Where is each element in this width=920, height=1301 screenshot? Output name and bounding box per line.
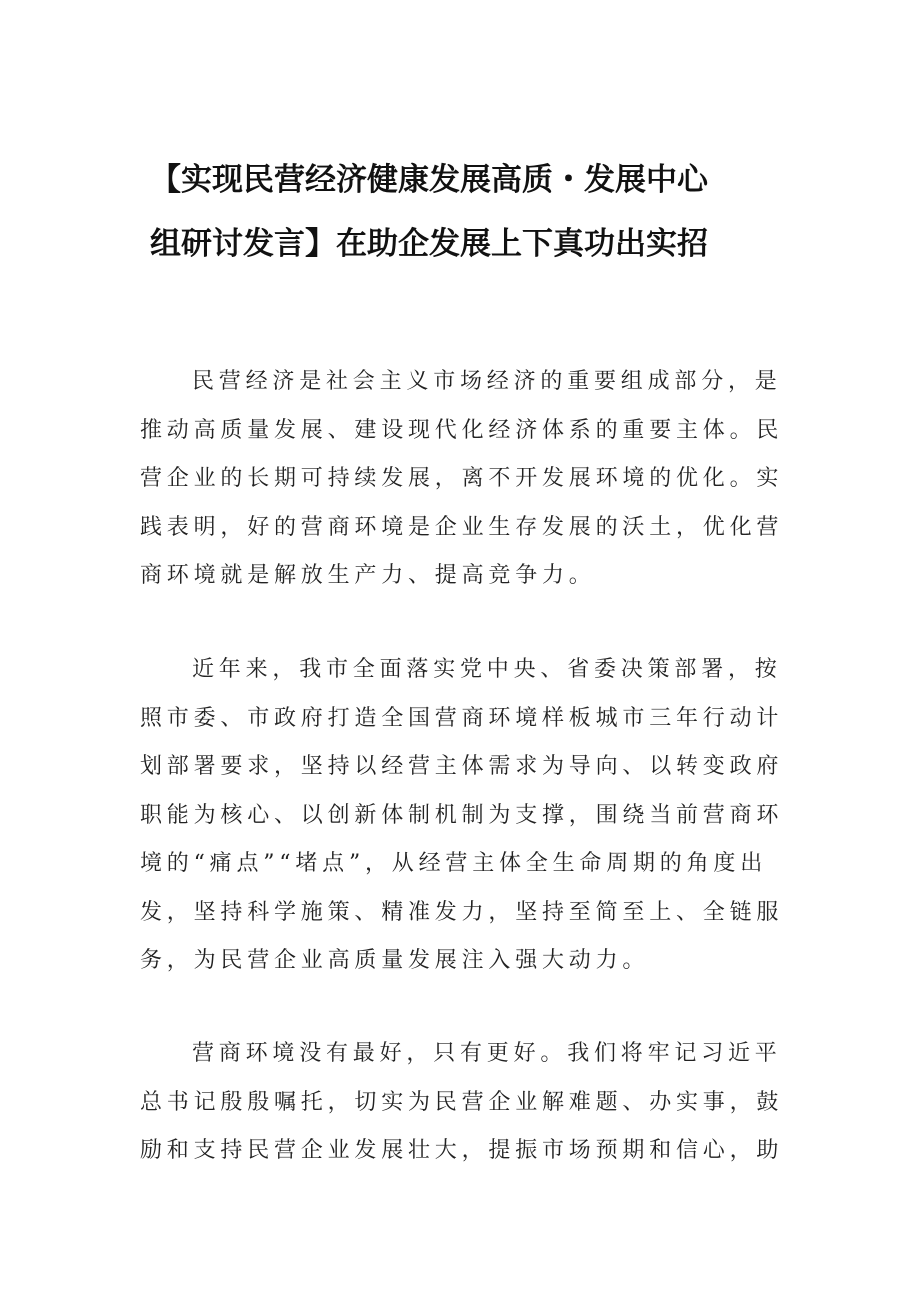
document-title bbox=[150, 148, 790, 276]
paragraph-1: 民营经济是社会主义市场经济的重要组成部分，是推动高质量发展、建设现代化经济体系的重要主体。民营企业的长期可持续发展，离不开发展环境的优化。实践表明，好的营商环境是企业生存发展的沃土，优化营商环境就是解放生产力、提高竞争力。 bbox=[140, 369, 784, 588]
paragraph-3: 营商环境没有最好，只有更好。我们将牢记习近平总书记殷殷嘱托，切实为民营企业解难题、办实事，鼓励和支持民营企业发展壮大，提振市场预期和信心，助 bbox=[140, 1041, 784, 1163]
title-line-2: 组研讨发言】在助企发展上下真功出实招 bbox=[150, 226, 708, 262]
paragraph-2: 近年来，我市全面落实党中央、省委决策部署，按照市委、市政府打造全国营商环境样板城市三年行动计划部署要求，坚持以经营主体需求为导向、以转变政府职能为核心、以创新体制机制为支撑，围绕当前营商环境的“痛点”“堵点”，从经营主体全生命周期的角度出发，坚持科学施策、精准发力，坚持至简至上、全链服务，为民营企业高质量发展注入强大动力。 bbox=[140, 657, 784, 973]
title-line-1: 【实现民营经济健康发展高质・发展中心 bbox=[150, 162, 708, 198]
